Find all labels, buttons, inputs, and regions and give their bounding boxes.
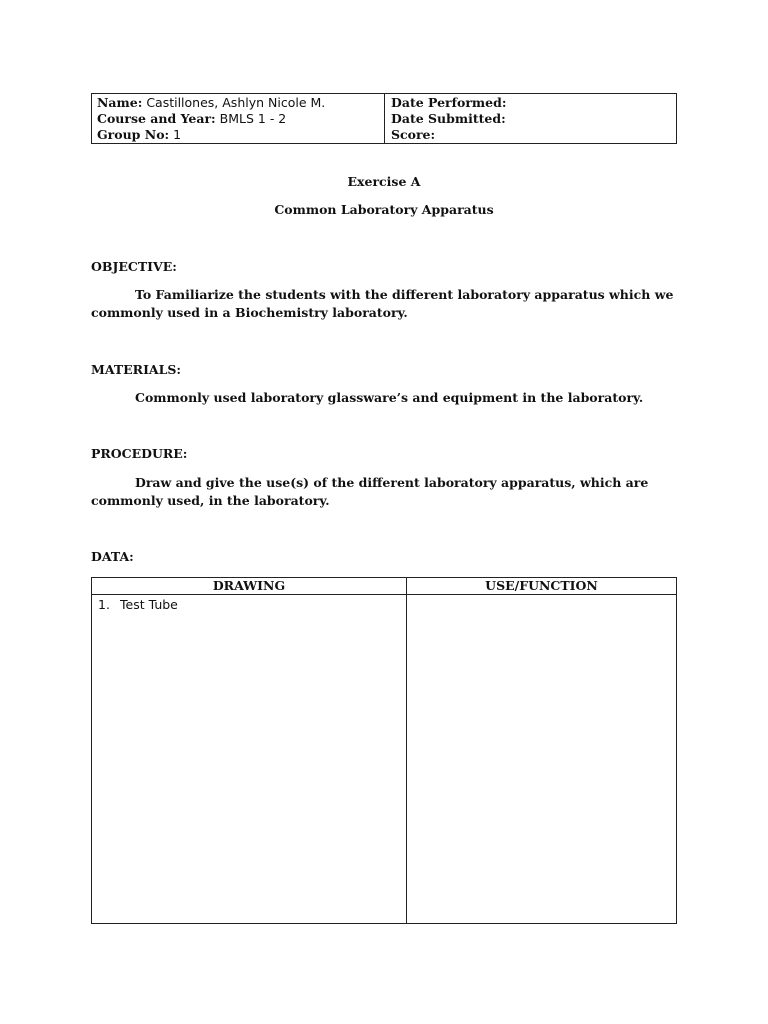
student-info-table [91, 93, 677, 144]
drawing-cell [92, 595, 407, 923]
list-item [98, 597, 406, 613]
objective-text: To Familiarize the students with the different laboratory apparatus which we commonly used in a Biochemistry laboratory. [91, 287, 674, 320]
group-label: Group No: [97, 127, 170, 142]
materials-text: Commonly used laboratory glassware’s and equipment in the laboratory. [135, 390, 644, 405]
date-submitted-label: Date Submitted: [391, 111, 506, 126]
exercise-number: Exercise A [347, 174, 421, 189]
data-table [91, 577, 677, 924]
name-label: Name: [97, 95, 143, 110]
student-info-right [385, 94, 676, 143]
drawing-column-header: DRAWING [92, 578, 407, 594]
procedure-text: Draw and give the use(s) of the different laboratory apparatus, which are commonly used, in the laboratory. [91, 475, 649, 508]
name-line [97, 95, 379, 111]
course-value: BMLS 1 - 2 [219, 111, 287, 126]
course-line [97, 111, 379, 127]
function-column-header: USE/FUNCTION [485, 578, 598, 593]
data-heading: DATA: [91, 549, 134, 564]
data-table-header [92, 578, 676, 595]
procedure-heading: PROCEDURE: [91, 446, 188, 461]
student-info-left [92, 94, 385, 143]
function-cell [407, 595, 676, 923]
group-value: 1 [173, 127, 182, 142]
table-row [92, 595, 676, 923]
item-label: Test Tube [120, 597, 178, 612]
objective-heading: OBJECTIVE: [91, 259, 177, 274]
date-performed-label: Date Performed: [391, 95, 507, 110]
name-value: Castillones, Ashlyn Nicole M. [146, 95, 326, 110]
score-label: Score: [391, 127, 436, 142]
materials-heading: MATERIALS: [91, 362, 182, 377]
group-line [97, 127, 379, 143]
exercise-title: Common Laboratory Apparatus [274, 202, 494, 217]
item-number: 1. [98, 597, 110, 612]
course-label: Course and Year: [97, 111, 216, 126]
